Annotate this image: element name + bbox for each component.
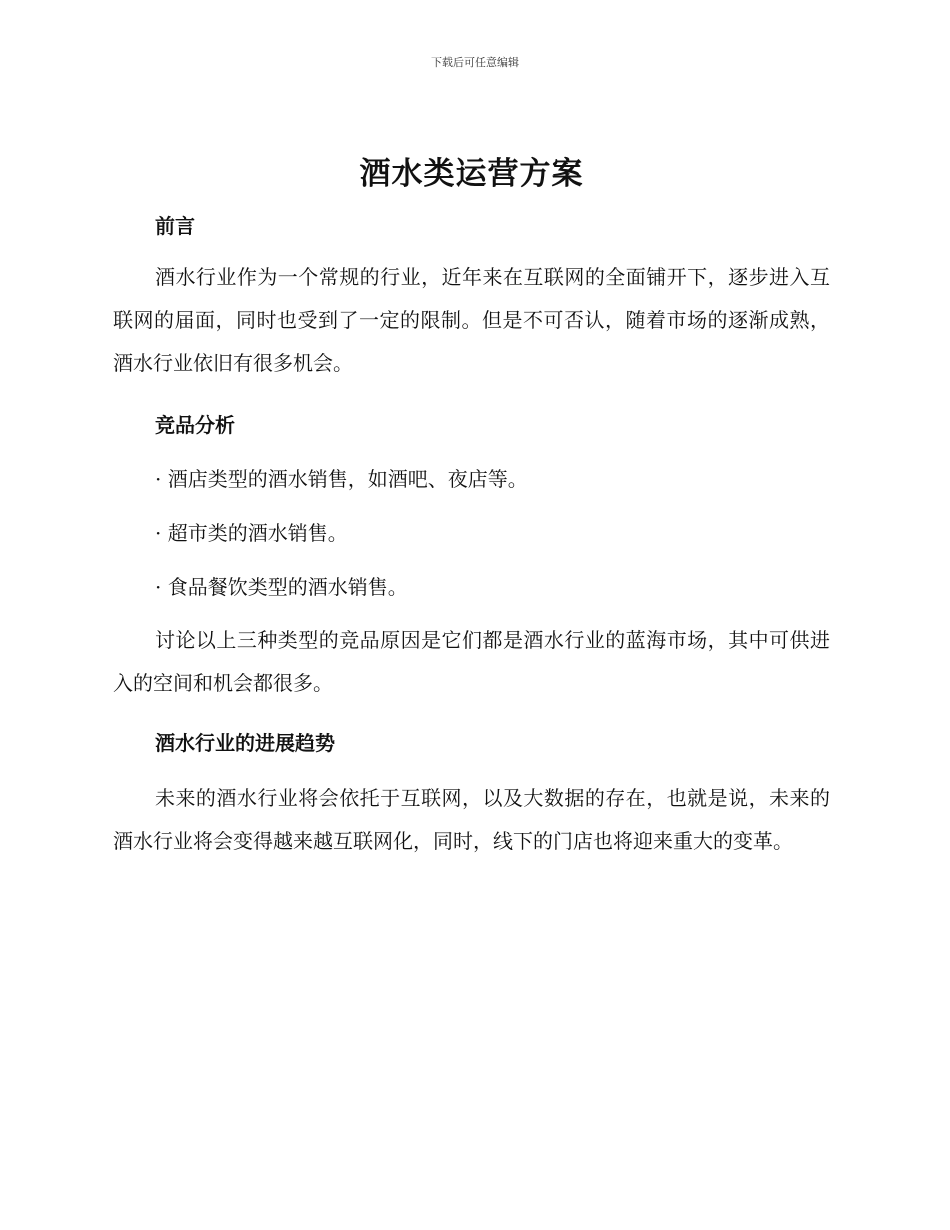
section-heading-preface: 前言 [155, 214, 195, 238]
preface-paragraph: 酒水行业作为一个常规的行业，近年来在互联网的全面铺开下，逐步进入互联网的届面，同时也受到了一定的限制。但是不可否认，随着市场的逐渐成熟，酒水行业依旧有很多机会。 [113, 265, 830, 375]
bullet-item: · 超市类的酒水销售。 [155, 521, 348, 545]
section-heading-industry-trend: 酒水行业的进展趋势 [155, 731, 335, 755]
section-heading-competitor-analysis: 竞品分析 [155, 413, 235, 437]
header-note: 下载后可任意编辑 [431, 56, 519, 69]
competitor-analysis-paragraph: 讨论以上三种类型的竞品原因是它们都是酒水行业的蓝海市场，其中可供进入的空间和机会都很多。 [113, 628, 830, 695]
bullet-item: · 酒店类型的酒水销售，如酒吧、夜店等。 [155, 467, 528, 491]
bullet-item: · 食品餐饮类型的酒水销售。 [155, 575, 408, 599]
document-body [113, 148, 830, 863]
document-title: 酒水类运营方案 [359, 156, 584, 192]
industry-trend-paragraph: 未来的酒水行业将会依托于互联网，以及大数据的存在，也就是说，未来的酒水行业将会变得越来越互联网化，同时，线下的门店也将迎来重大的变革。 [113, 786, 830, 853]
